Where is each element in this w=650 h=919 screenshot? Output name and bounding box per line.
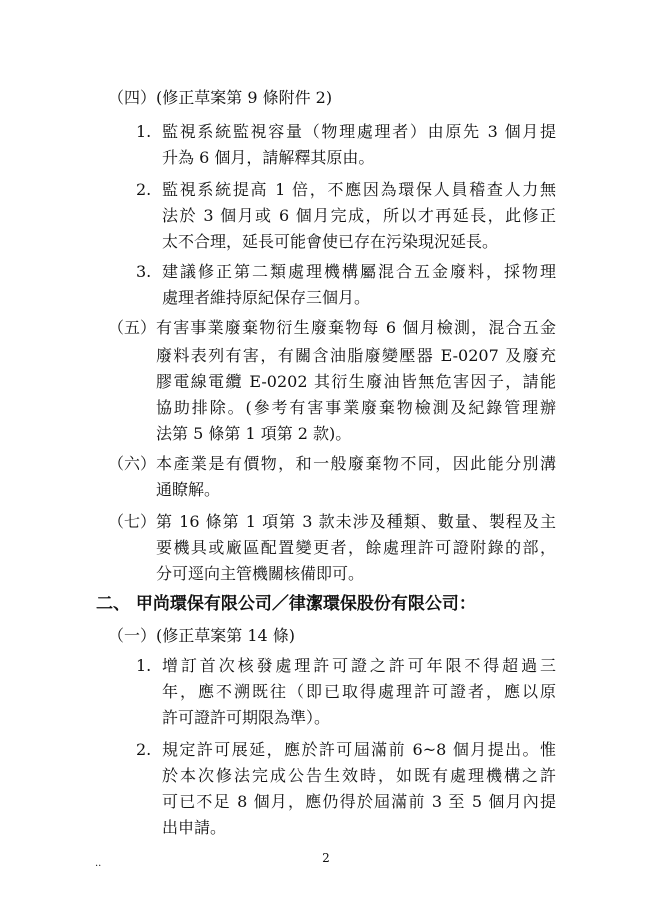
p2-item-2-number: 2.: [136, 740, 152, 759]
page-number: 2: [322, 851, 330, 865]
s4-item-2-line-3: 太不合理，延長可能會使已存在污染現況延長。: [162, 232, 499, 251]
section-5-label: （五）: [108, 318, 157, 337]
p2-item-2-line-1: 規定許可展延，應於許可屆滿前 6~8 個月提出。惟: [162, 740, 556, 759]
s4-item-2-line-2: 法於 3 個月或 6 個月完成，所以才再延長，此修正: [162, 206, 556, 225]
s6-line-1: 本產業是有價物，和一般廢棄物不同，因此能分別溝: [156, 454, 556, 473]
footer-dots: ..: [95, 858, 102, 869]
s7-line-3: 分可逕向主管機關核備即可。: [156, 564, 365, 583]
s4-item-1-number: 1.: [136, 122, 152, 141]
part-2-sub-1-heading: （一）(修正草案第 14 條): [108, 626, 296, 645]
p2-item-2-line-4: 出申請。: [162, 818, 227, 837]
p2-item-1-line-2: 年，應不溯既往（即已取得處理許可證者，應以原: [162, 682, 556, 701]
part-2-heading: 二、 甲尚環保有限公司／律潔環保股份有限公司：: [96, 594, 476, 614]
section-7-label: （七）: [108, 512, 157, 531]
s4-item-1-line-1: 監視系統監視容量（物理處理者）由原先 3 個月提: [162, 122, 556, 141]
s4-item-3-line-1: 建議修正第二類處理機構屬混合五金廢料，採物理: [162, 262, 556, 281]
s4-item-2-number: 2.: [136, 180, 152, 199]
s4-item-1-line-2: 升為 6 個月，請解釋其原由。: [162, 148, 375, 167]
section-6-label: （六）: [108, 454, 157, 473]
s5-line-4: 協助排除。(參考有害事業廢棄物檢測及紀錄管理辦: [156, 398, 556, 417]
p2-item-2-line-3: 可已不足 8 個月，應仍得於屆滿前 3 至 5 個月內提: [162, 792, 556, 811]
p2-item-1-line-3: 許可證許可期限為準）。: [162, 708, 331, 727]
s7-line-2: 要機具或廠區配置變更者，餘處理許可證附錄的部，: [156, 538, 556, 557]
p2-item-1-line-1: 增訂首次核發處理許可證之許可年限不得超過三: [162, 656, 556, 675]
p2-item-2-line-2: 於本次修法完成公告生效時，如既有處理機構之許: [162, 766, 556, 785]
s5-line-1: 有害事業廢棄物衍生廢棄物每 6 個月檢測，混合五金: [156, 318, 556, 337]
p2-item-1-number: 1.: [136, 656, 152, 675]
s5-line-3: 膠電線電纜 E-0202 其衍生廢油皆無危害因子，請能: [156, 372, 556, 391]
s4-item-3-number: 3.: [136, 262, 152, 281]
s5-line-2: 廢料表列有害，有關含油脂廢變壓器 E-0207 及廢充: [156, 346, 556, 365]
section-4-heading: （四）(修正草案第 9 條附件 2): [108, 88, 333, 107]
s4-item-3-line-2: 處理者維持原紀保存三個月。: [162, 288, 371, 307]
s5-line-5: 法第 5 條第 1 項第 2 款)。: [156, 424, 352, 443]
s6-line-2: 通瞭解。: [156, 480, 221, 499]
s4-item-2-line-1: 監視系統提高 1 倍，不應因為環保人員稽查人力無: [162, 180, 556, 199]
s7-line-1: 第 16 條第 1 項第 3 款未涉及種類、數量、製程及主: [156, 512, 556, 531]
